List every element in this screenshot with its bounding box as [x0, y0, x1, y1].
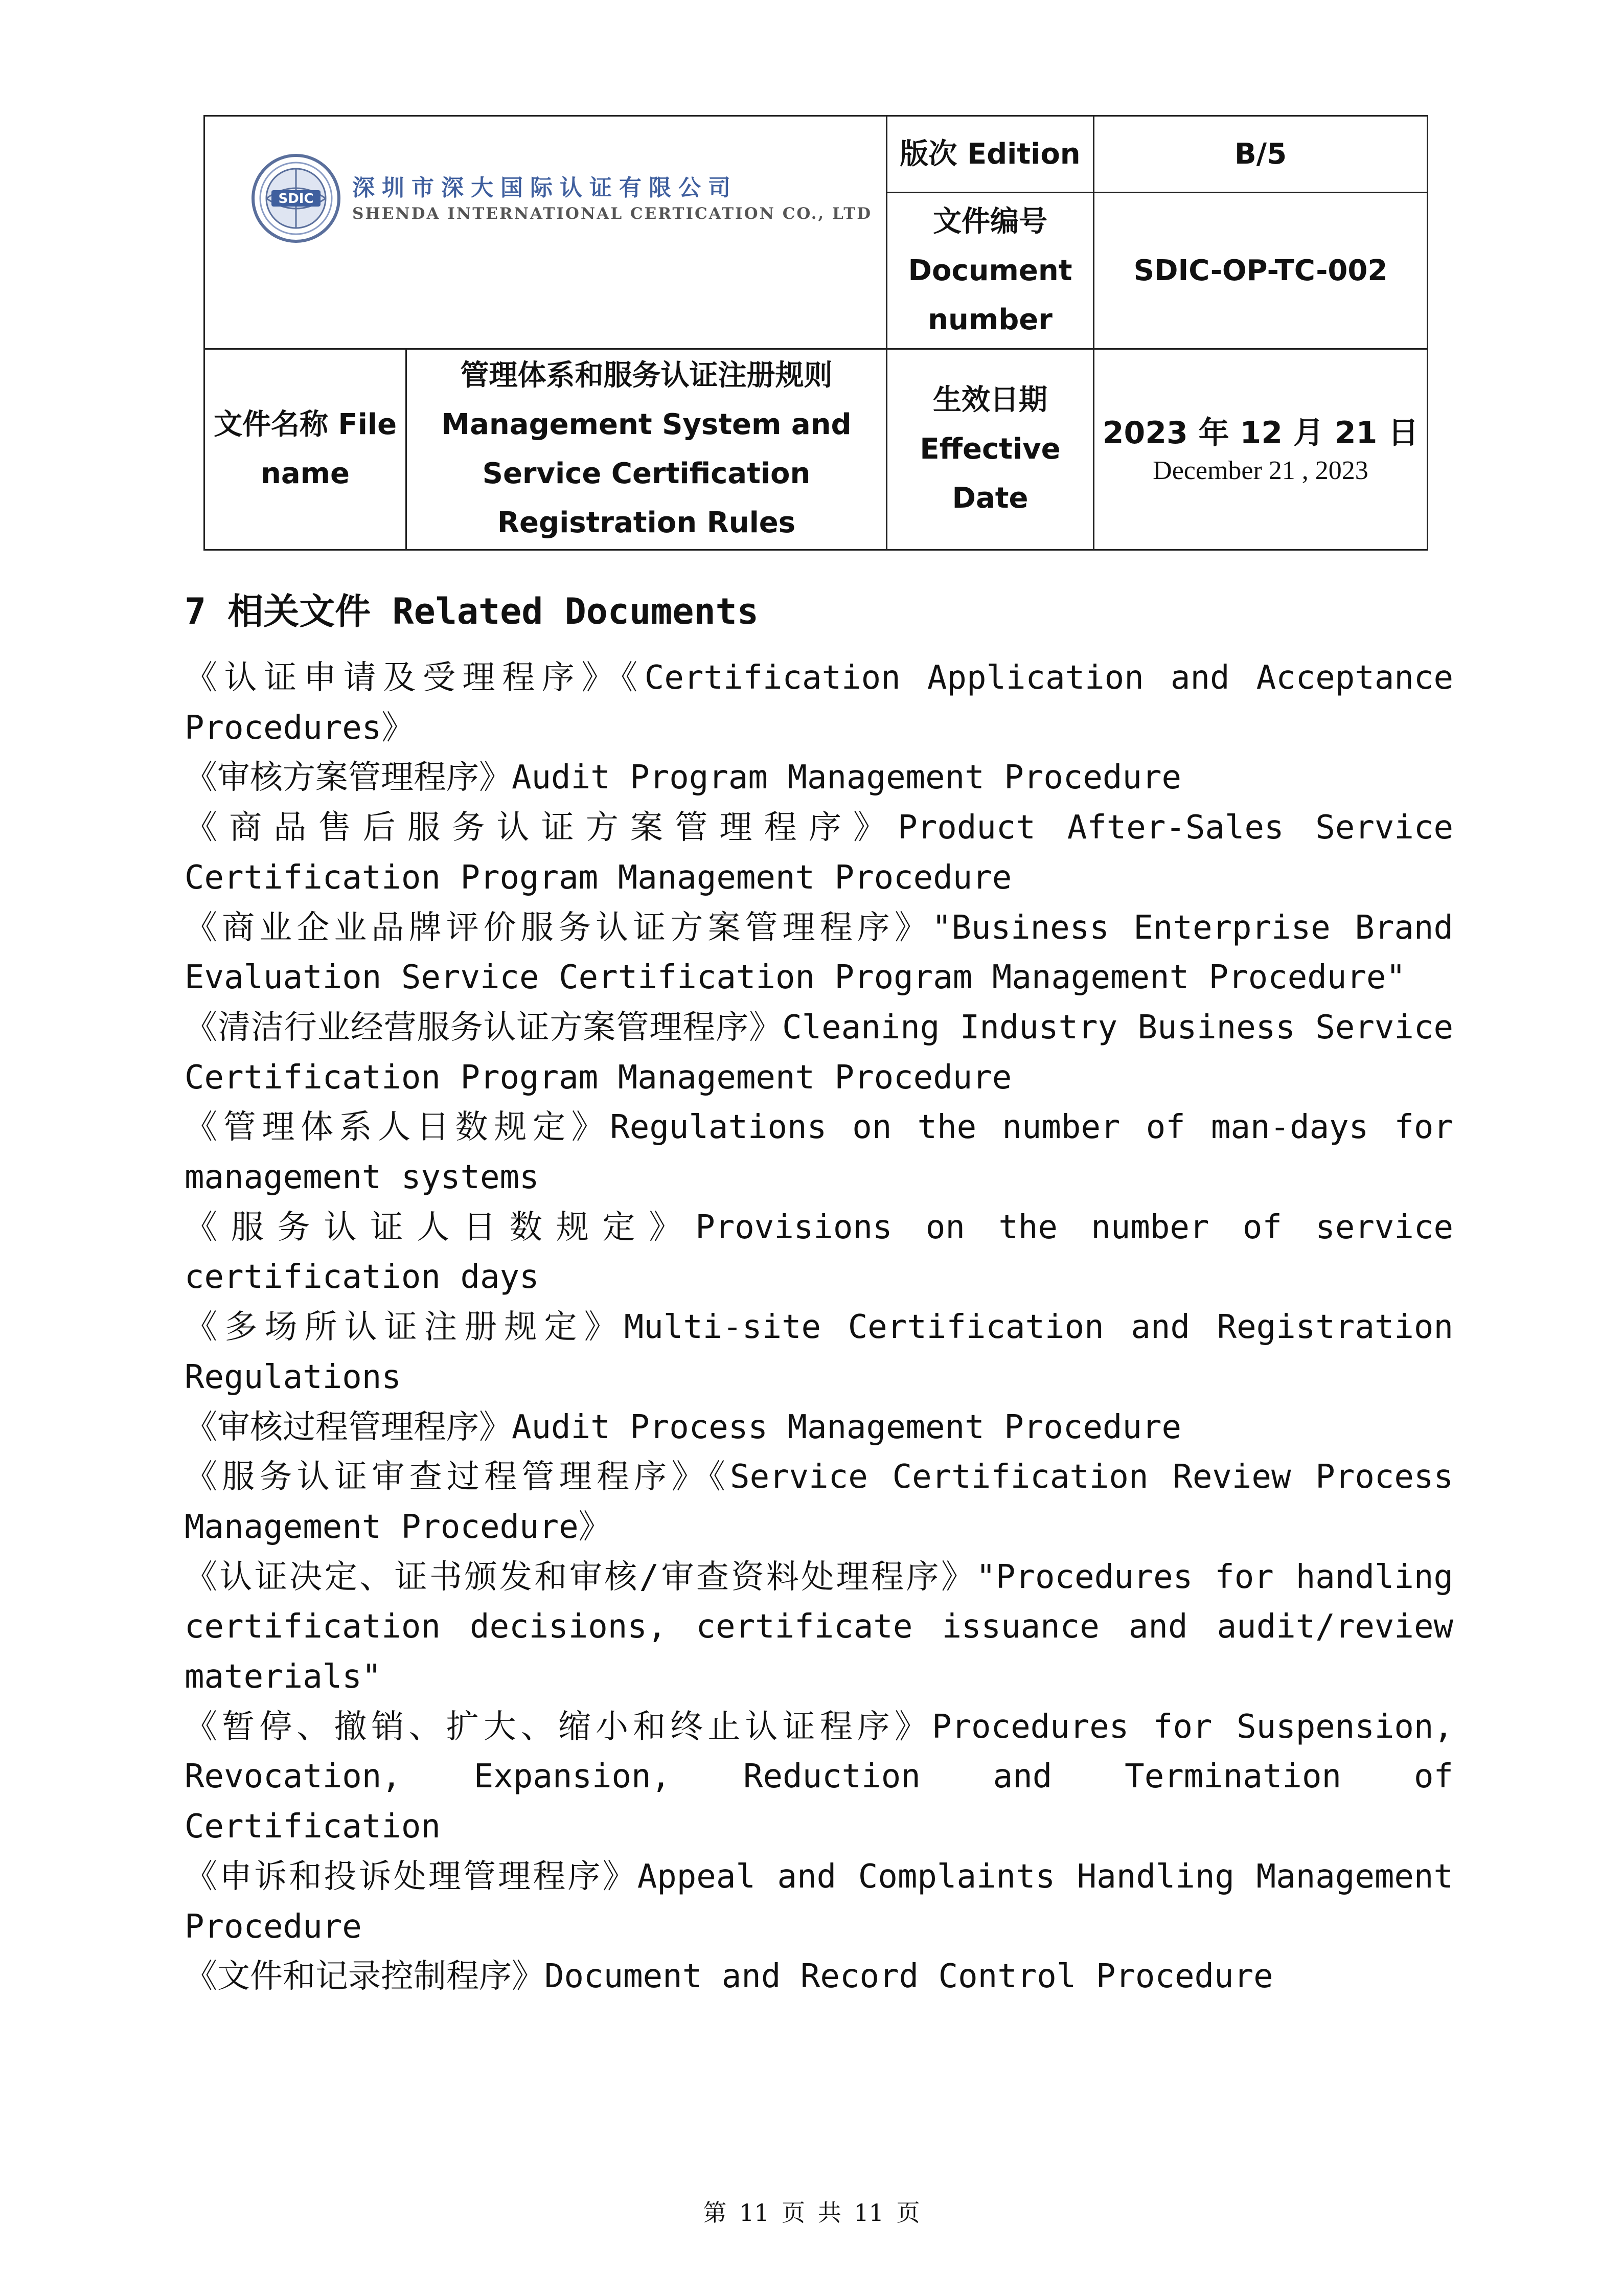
file-name-label-2: name [261, 457, 350, 490]
document-number-label [887, 193, 1094, 349]
company-seal-logo-icon [251, 153, 341, 243]
logo-mark-text: SDIC [278, 191, 314, 207]
effective-date-label [887, 349, 1094, 550]
file-name-label-1: 文件名称 File [213, 408, 397, 441]
file-name-en-1: Management System and [441, 408, 852, 441]
company-name-cn: 深圳市深大国际认证有限公司 [352, 175, 738, 201]
edition-value: B/5 [1094, 116, 1428, 193]
document-number-value: SDIC-OP-TC-002 [1094, 193, 1428, 349]
effective-date-label-cn: 生效日期 [933, 383, 1047, 417]
related-document-item: 《清洁行业经营服务认证方案管理程序》Cleaning Industry Business Service Certification Program Management Procedure [185, 1008, 1453, 1097]
file-name-label [204, 349, 406, 550]
related-document-item: 《认证申请及受理程序》《Certification Application and Acceptance Procedures》 [185, 659, 1453, 747]
document-number-label-en-2: number [928, 303, 1053, 336]
effective-date-en: December 21 , 2023 [1153, 456, 1368, 485]
effective-date-label-en-2: Date [952, 482, 1028, 515]
related-document-item: 《申诉和投诉处理管理程序》Appeal and Complaints Handling Management Procedure [185, 1857, 1453, 1946]
effective-date-value [1094, 349, 1428, 550]
related-document-item: 《商品售后服务认证方案管理程序》Product After-Sales Service Certification Program Management Procedure [185, 809, 1453, 897]
company-name-en: SHENDA INTERNATIONAL CERTICATION CO., LTD [352, 204, 873, 223]
related-document-item: 《管理体系人日数规定》Regulations on the number of man-days for management systems [185, 1108, 1453, 1197]
document-number-label-en-1: Document [908, 254, 1072, 287]
related-document-item: 《暂停、撤销、扩大、缩小和终止认证程序》Procedures for Suspension, Revocation, Expansion, Reduction and Termination of Certification [185, 1708, 1453, 1846]
company-logo [251, 153, 872, 243]
related-document-item: 《服务认证审查过程管理程序》《Service Certification Review Process Management Procedure》 [185, 1458, 1453, 1546]
file-name-en-2: Service Certification [482, 457, 811, 490]
page-footer: 第 11 页 共 11 页 [703, 2199, 920, 2226]
document-header-table [203, 115, 1428, 551]
effective-date-cn: 2023 年 12 月 21 日 [1102, 415, 1419, 451]
file-name-en-3: Registration Rules [497, 506, 796, 539]
file-name-cn: 管理体系和服务认证注册规则 [460, 359, 833, 392]
related-document-item: 《审核过程管理程序》Audit Process Management Procedure [185, 1408, 1182, 1446]
file-name-value [406, 349, 887, 550]
related-document-item: 《服务认证人日数规定》Provisions on the number of service certification days [185, 1208, 1453, 1297]
related-documents-list [185, 653, 1453, 2002]
related-document-item: 《文件和记录控制程序》Document and Record Control Procedure [185, 1958, 1273, 1996]
edition-label: 版次 Edition [887, 116, 1094, 193]
related-document-item: 《多场所认证注册规定》Multi-site Certification and Registration Regulations [185, 1308, 1453, 1396]
company-logo-cell [204, 116, 887, 349]
related-document-item: 《商业企业品牌评价服务认证方案管理程序》"Business Enterprise Brand Evaluation Service Certification Program Management Procedure" [185, 908, 1453, 997]
related-document-item: 《认证决定、证书颁发和审核/审查资料处理程序》"Procedures for handling certification decisions, certificate issuance and audit/review materials" [185, 1558, 1453, 1696]
document-number-label-cn: 文件编号 [933, 204, 1047, 238]
effective-date-label-en-1: Effective [920, 433, 1061, 466]
related-document-item: 《审核方案管理程序》Audit Program Management Procedure [185, 759, 1182, 797]
section-title: 7 相关文件 Related Documents [185, 590, 759, 632]
